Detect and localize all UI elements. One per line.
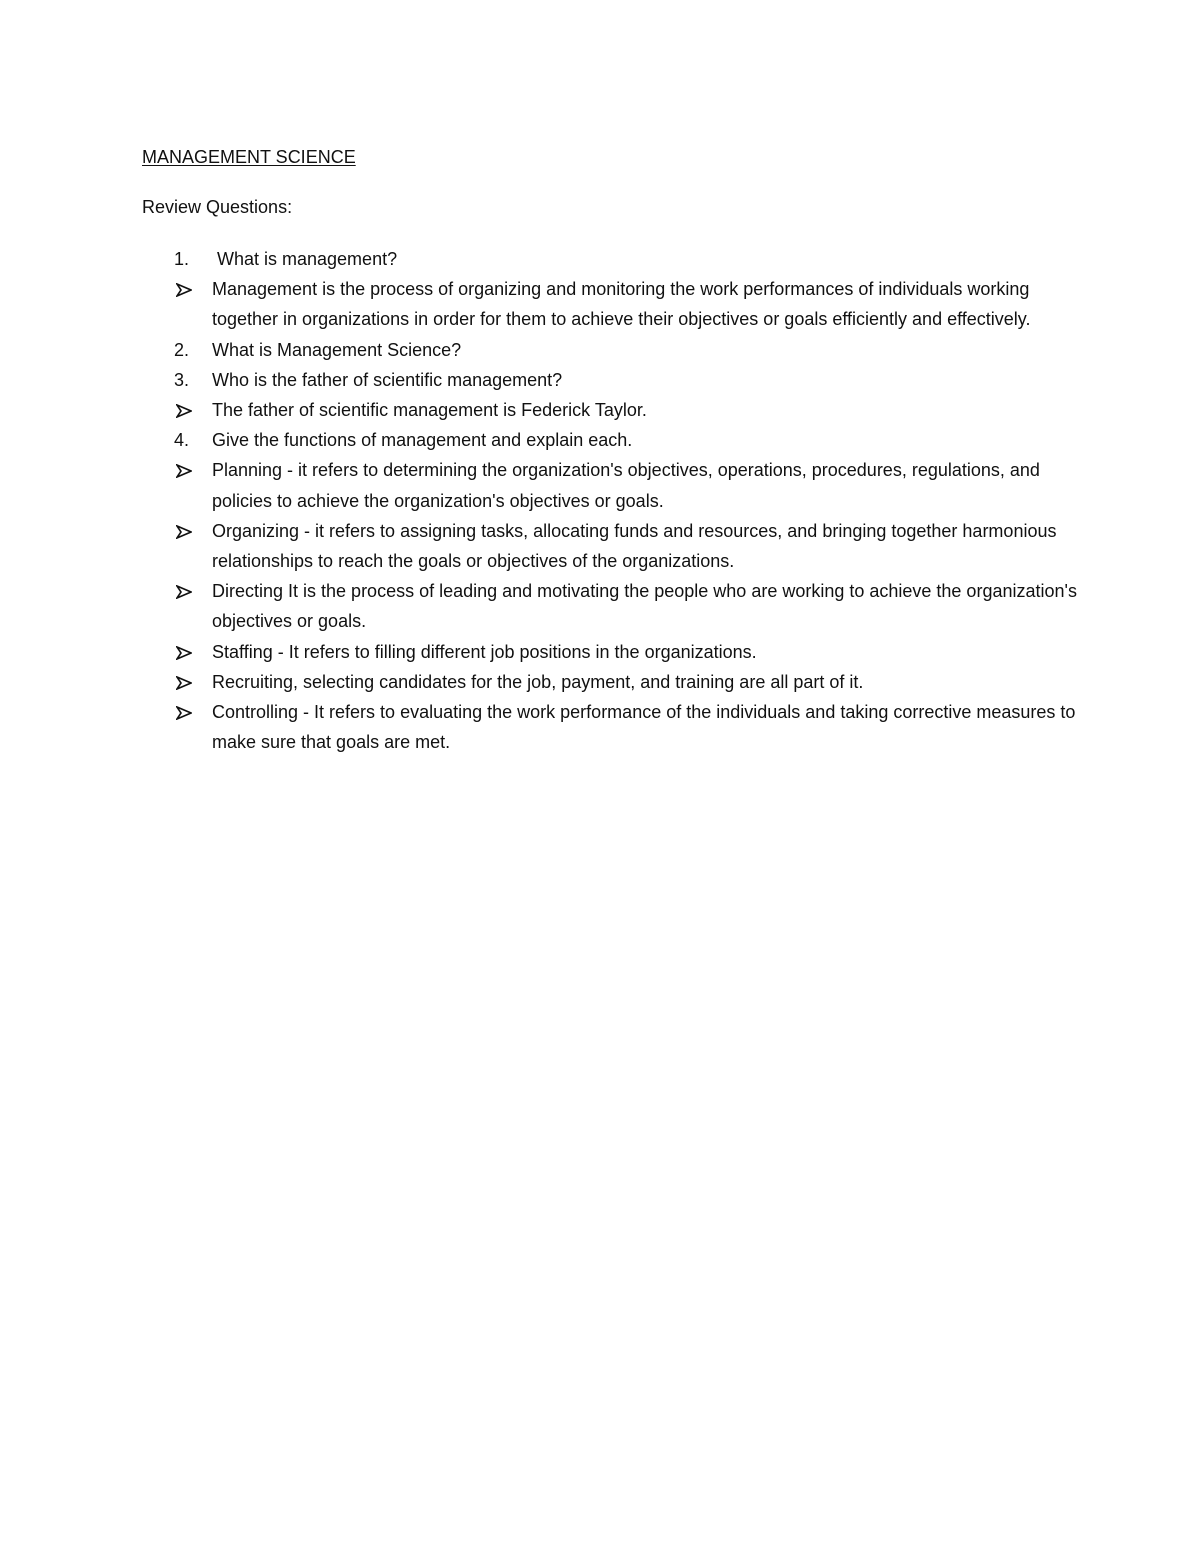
answer-item (142, 697, 1082, 757)
answer-item (142, 455, 1082, 515)
answer-text: Planning - it refers to determining the organization's objectives, operations, procedures, regulations, and policies to achieve the organization's objectives or goals. (212, 460, 1040, 511)
arrowhead-bullet-icon (176, 585, 192, 599)
answer-item (142, 576, 1082, 636)
question-item (142, 335, 1082, 365)
arrowhead-bullet-icon (176, 676, 192, 690)
question-item (142, 365, 1082, 395)
section-heading: Review Questions: (142, 197, 293, 217)
arrowhead-bullet-icon (176, 404, 192, 418)
answer-text: Recruiting, selecting candidates for the job, payment, and training are all part of it. (212, 671, 864, 692)
answer-list (142, 455, 1082, 757)
arrowhead-bullet-icon (176, 283, 192, 297)
answer-text: Management is the process of organizing and monitoring the work performances of individuals working together in organizations in order for them to achieve their objectives or goals efficiently and effectively. (212, 279, 1031, 330)
question-text: Who is the father of scientific management? (212, 369, 563, 390)
document-title: MANAGEMENT SCIENCE (142, 147, 356, 167)
arrowhead-bullet-icon (176, 525, 192, 539)
answer-text: Staffing - It refers to filling different job positions in the organizations. (212, 641, 757, 662)
question-number: 3. (174, 369, 190, 390)
question-item (142, 244, 1082, 274)
answer-item (142, 395, 1082, 425)
arrowhead-bullet-icon (176, 646, 192, 660)
answer-text: Directing It is the process of leading and motivating the people who are working to achieve the organization's objectives or goals. (212, 581, 1077, 632)
answer-item (142, 637, 1082, 667)
answer-text: Organizing - it refers to assigning tasks, allocating funds and resources, and bringing together harmonious relationships to reach the goals or objectives of the organizations. (212, 520, 1057, 572)
answer-item (142, 667, 1082, 697)
answer-list (142, 274, 1082, 334)
question-list (142, 244, 1082, 757)
answer-text: Controlling - It refers to evaluating the work performance of the individuals and taking corrective measures to make sure that goals are met. (212, 702, 1076, 753)
answer-item (142, 516, 1082, 576)
question-number: 4. (174, 430, 190, 451)
question-text: Give the functions of management and explain each. (212, 430, 633, 451)
question-item (142, 425, 1082, 455)
arrowhead-bullet-icon (176, 464, 192, 478)
arrowhead-bullet-icon (176, 706, 192, 720)
answer-text: The father of scientific management is Federick Taylor. (212, 400, 647, 421)
question-number: 1. (174, 249, 190, 269)
answer-list (142, 395, 1082, 425)
question-text: What is Management Science? (212, 339, 462, 360)
answer-item (142, 274, 1082, 334)
question-text: What is management? (217, 249, 398, 269)
question-number: 2. (174, 339, 190, 360)
